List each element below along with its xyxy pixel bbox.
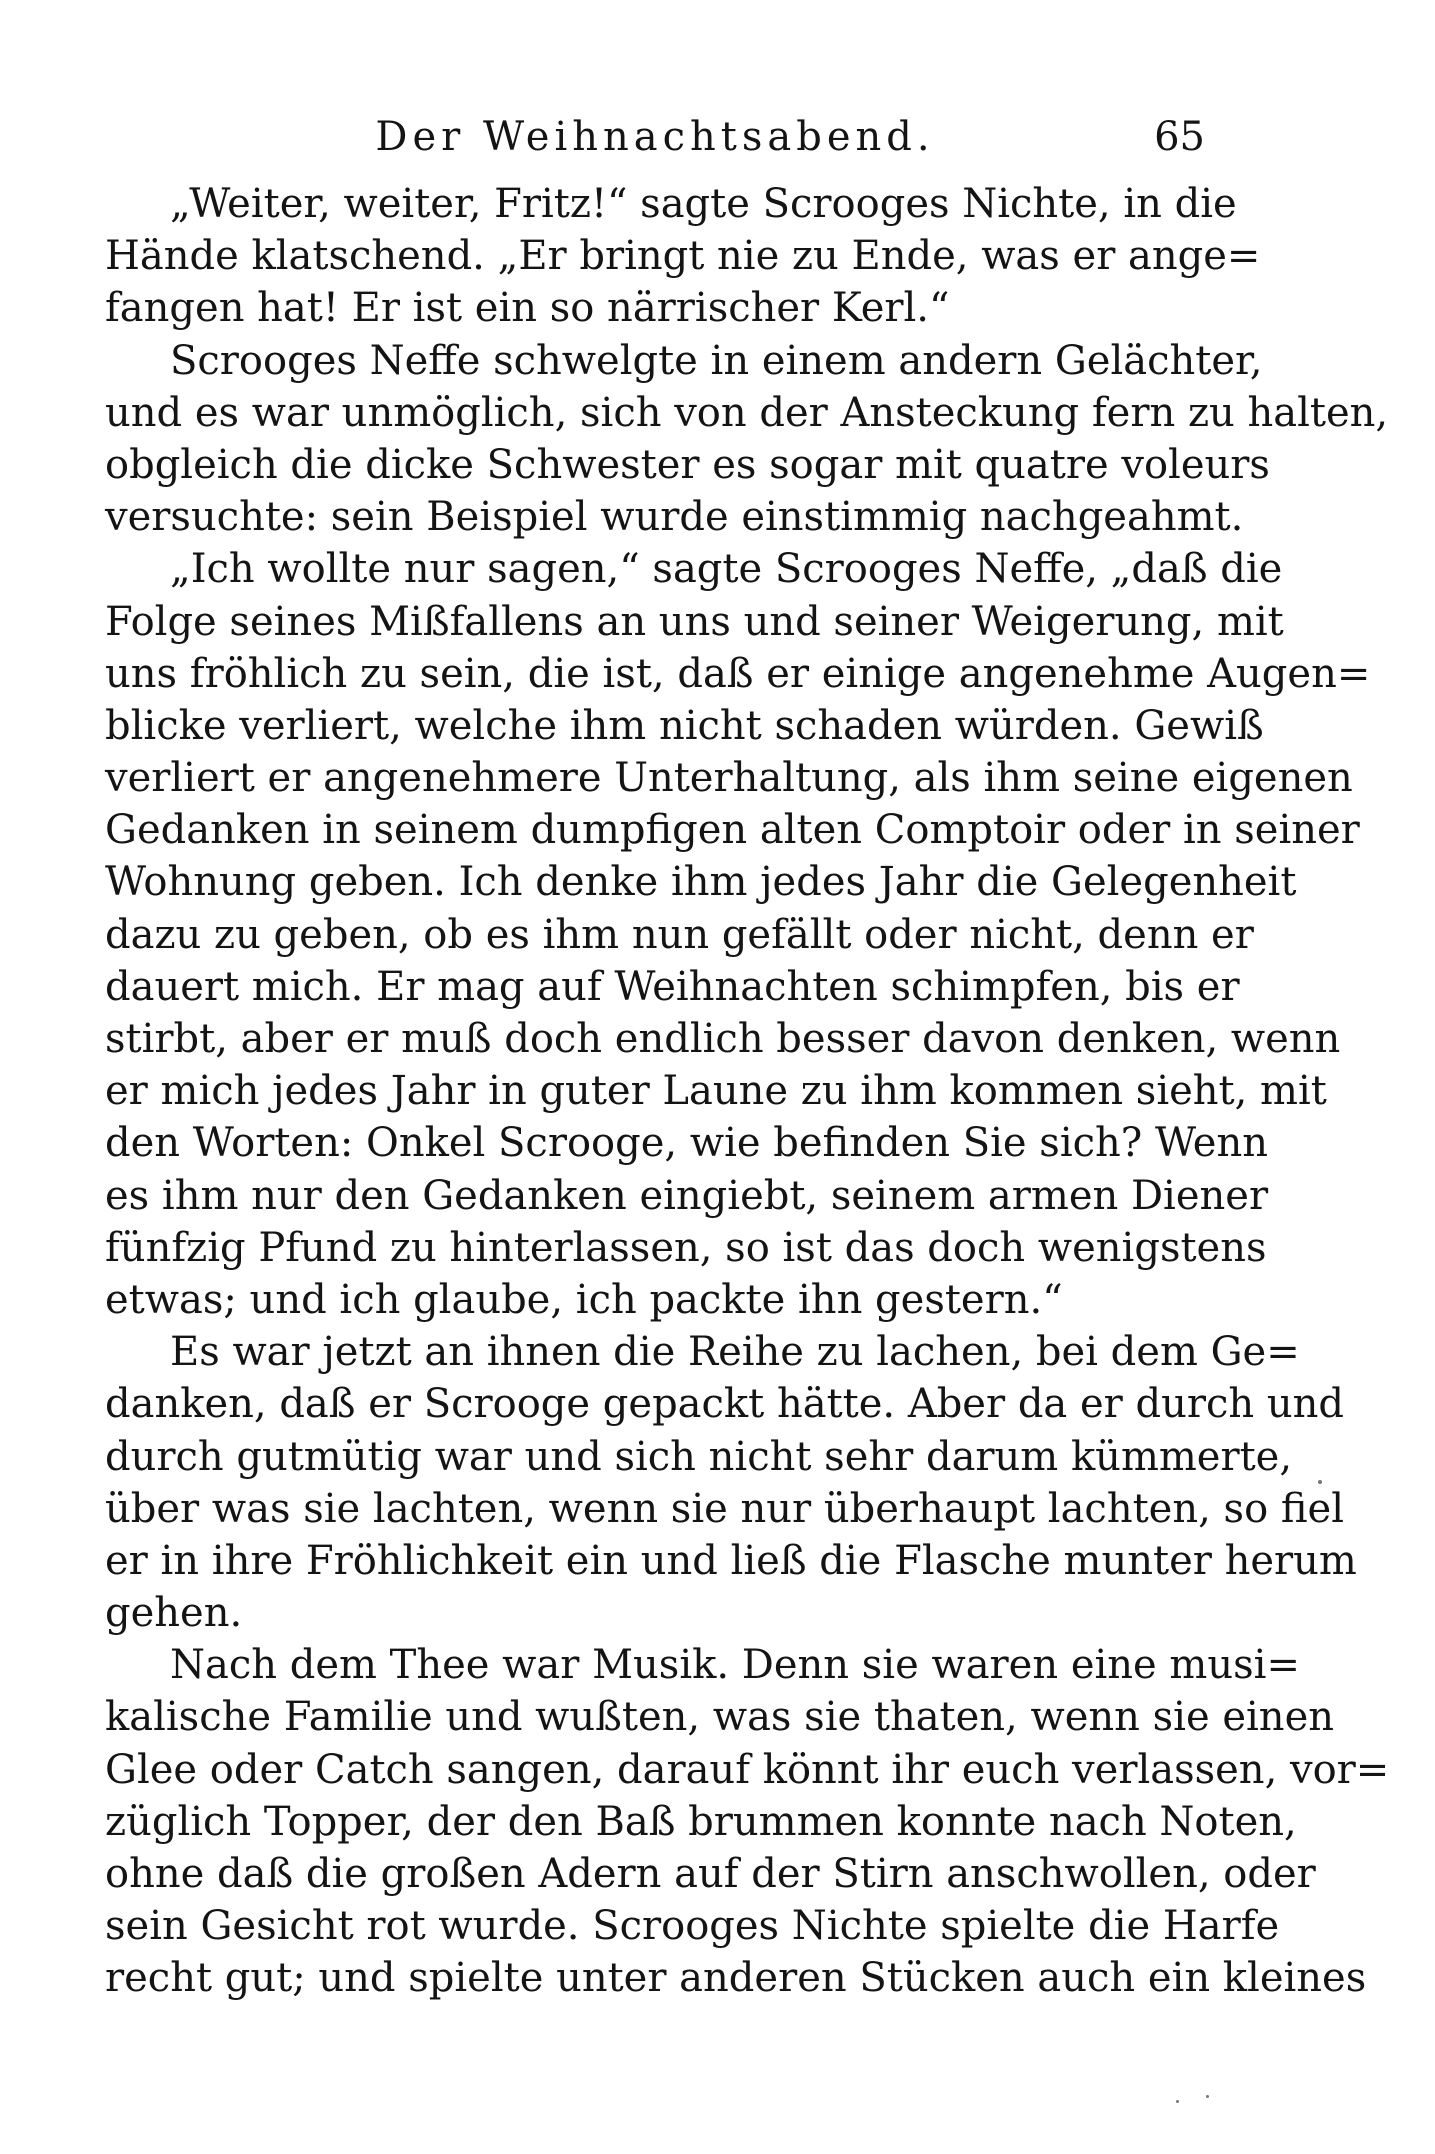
text-line: Es war jetzt an ihnen die Reihe zu lachen, bei dem Ge=: [170, 1329, 1300, 1376]
print-speck: [1206, 2095, 1209, 2098]
text-line: recht gut; und spielte unter anderen Stücken auch ein kleines: [105, 1955, 1367, 2002]
text-line: Nach dem Thee war Musik. Denn sie waren eine musi=: [170, 1642, 1300, 1689]
text-line: über was sie lachten, wenn sie nur überhaupt lachten, so fiel: [105, 1485, 1345, 1532]
text-line: fangen hat! Er ist ein so närrischer Kerl.“: [105, 285, 950, 332]
text-line: fünfzig Pfund zu hinterlassen, so ist das doch wenigstens: [105, 1224, 1267, 1271]
text-line: Scrooges Neffe schwelgte in einem andern Gelächter,: [170, 337, 1263, 384]
text-line: Folge seines Mißfallens an uns und seiner Weigerung, mit: [105, 598, 1284, 645]
body-text: [105, 178, 1390, 2005]
text-line: stirbt, aber er muß doch endlich besser davon denken, wenn: [105, 1016, 1341, 1062]
text-line: Hände klatschend. „Er bringt nie zu Ende, was er ange=: [105, 233, 1261, 280]
text-line: es ihm nur den Gedanken eingiebt, seinem armen Diener: [105, 1172, 1269, 1219]
page-header: [105, 112, 1205, 162]
text-line: sein Gesicht rot wurde. Scrooges Nichte spielte die Harfe: [105, 1903, 1280, 1950]
text-line: züglich Topper, der den Baß brummen konnte nach Noten,: [105, 1798, 1297, 1845]
text-line: dazu zu geben, ob es ihm nun gefällt oder nicht, denn er: [105, 911, 1254, 958]
text-line: er in ihre Fröhlichkeit ein und ließ die Flasche munter herum: [105, 1537, 1357, 1584]
text-line: und es war unmöglich, sich von der Ansteckung fern zu halten,: [105, 389, 1389, 436]
text-line: gehen.: [105, 1590, 243, 1637]
text-line: verliert er angenehmere Unterhaltung, als ihm seine eigenen: [105, 755, 1353, 802]
text-line: er mich jedes Jahr in guter Laune zu ihm kommen sieht, mit: [105, 1068, 1327, 1115]
running-title: Der Weihnachtsabend.: [375, 114, 935, 160]
print-speck: [1176, 2100, 1179, 2103]
text-line: danken, daß er Scrooge gepackt hätte. Aber da er durch und: [105, 1381, 1344, 1428]
text-line: „Weiter, weiter, Fritz!“ sagte Scrooges Nichte, in die: [170, 181, 1237, 227]
text-line: obgleich die dicke Schwester es sogar mit quatre voleurs: [105, 441, 1270, 488]
page-number: 65: [1154, 114, 1205, 160]
text-line: versuchte: sein Beispiel wurde einstimmig nachgeahmt.: [105, 494, 1244, 541]
text-line: blicke verliert, welche ihm nicht schaden würden. Gewiß: [105, 702, 1264, 749]
text-line: „Ich wollte nur sagen,“ sagte Scrooges Neffe, „daß die: [170, 546, 1283, 593]
text-line: Gedanken in seinem dumpfigen alten Comptoir oder in seiner: [105, 807, 1360, 854]
text-line: Wohnung geben. Ich denke ihm jedes Jahr die Gelegenheit: [105, 859, 1297, 906]
text-line: dauert mich. Er mag auf Weihnachten schimpfen, bis er: [105, 963, 1240, 1010]
text-line: den Worten: Onkel Scrooge, wie befinden Sie sich? Wenn: [105, 1120, 1268, 1167]
text-line: Glee oder Catch sangen, darauf könnt ihr euch verlassen, vor=: [105, 1746, 1390, 1793]
text-line: durch gutmütig war und sich nicht sehr darum kümmerte,: [105, 1433, 1293, 1480]
text-line: uns fröhlich zu sein, die ist, daß er einige angenehme Augen=: [105, 650, 1371, 697]
print-speck: [1318, 1480, 1322, 1484]
text-line: kalische Familie und wußten, was sie thaten, wenn sie einen: [105, 1694, 1335, 1741]
text-line: ohne daß die großen Adern auf der Stirn anschwollen, oder: [105, 1851, 1316, 1897]
text-line: etwas; und ich glaube, ich packte ihn gestern.“: [105, 1276, 1063, 1323]
